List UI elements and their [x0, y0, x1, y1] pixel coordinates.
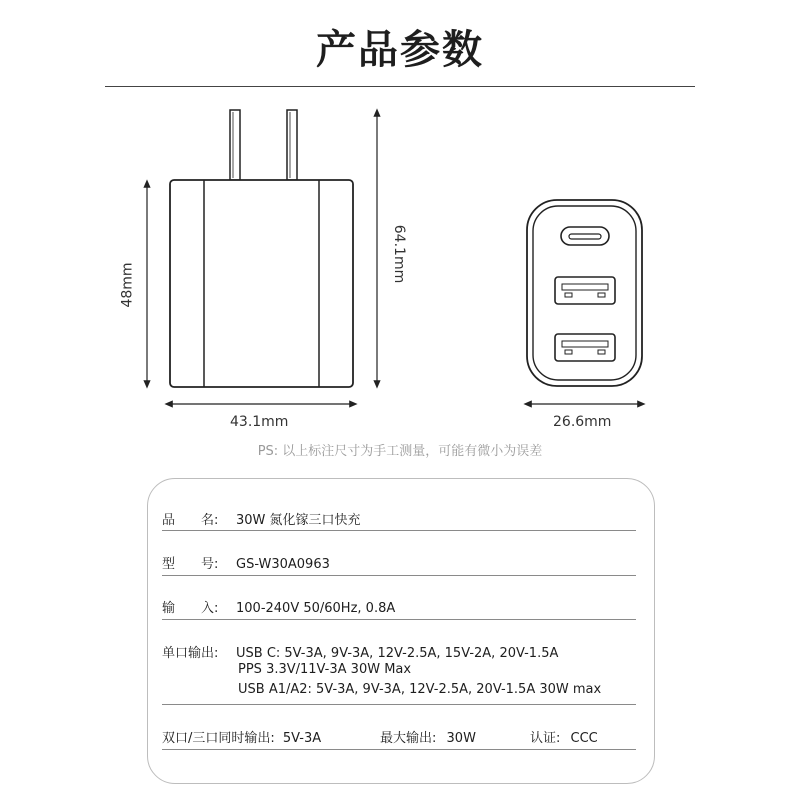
spec-label-max-output: 最大输出: — [380, 731, 437, 746]
plug-prong-left — [230, 110, 240, 180]
spec-value-single-output-1: USB C: 5V-3A, 9V-3A, 12V-2.5A, 15V-2A, 20V-1.5A — [236, 646, 559, 661]
spec-label-model: 型 号: — [162, 557, 219, 572]
spec-row-certification — [530, 727, 598, 746]
dim-label-height-body: 48mm — [119, 262, 136, 308]
dim-label-height-total: 64.1mm — [391, 224, 408, 284]
spec-label-single-output: 单口输出: — [162, 646, 219, 661]
plug-prong-right — [287, 110, 297, 180]
spec-value-certification: CCC — [570, 731, 598, 746]
spec-label-name: 品 名: — [162, 513, 219, 528]
spec-divider — [162, 619, 636, 620]
spec-label-input: 输 入: — [162, 601, 219, 616]
spec-divider — [162, 704, 636, 705]
spec-label-certification: 认证: — [530, 731, 561, 746]
spec-value-input: 100-240V 50/60Hz, 0.8A — [236, 601, 396, 616]
spec-value-single-output-2: PPS 3.3V/11V-3A 30W Max — [238, 662, 412, 677]
charger-side-view — [527, 200, 642, 386]
measurement-note: PS: 以上标注尺寸为手工测量，可能有微小为误差 — [257, 444, 543, 459]
spec-label-multi-output: 双口/三口同时输出: — [162, 731, 275, 746]
spec-row-multi-output — [162, 727, 321, 746]
spec-divider — [162, 749, 636, 750]
spec-divider — [162, 530, 636, 531]
charger-front-view — [170, 180, 353, 387]
page-title: 产品参数 — [316, 27, 484, 73]
spec-row-model — [162, 553, 330, 572]
spec-row-name — [162, 509, 361, 528]
spec-value-single-output-3: USB A1/A2: 5V-3A, 9V-3A, 12V-2.5A, 20V-1.5A 30W max — [238, 682, 602, 697]
dim-label-width-side: 26.6mm — [553, 414, 612, 430]
spec-value-multi-output: 5V-3A — [282, 731, 322, 746]
spec-value-name: 30W 氮化镓三口快充 — [236, 513, 361, 528]
spec-row-input — [162, 597, 395, 616]
dim-label-width-front: 43.1mm — [230, 414, 289, 430]
spec-row-single-output — [162, 642, 558, 661]
spec-value-max-output: 30W — [446, 731, 476, 746]
spec-divider — [162, 575, 636, 576]
spec-value-model: GS-W30A0963 — [236, 557, 330, 572]
spec-row-max-output — [380, 727, 476, 746]
